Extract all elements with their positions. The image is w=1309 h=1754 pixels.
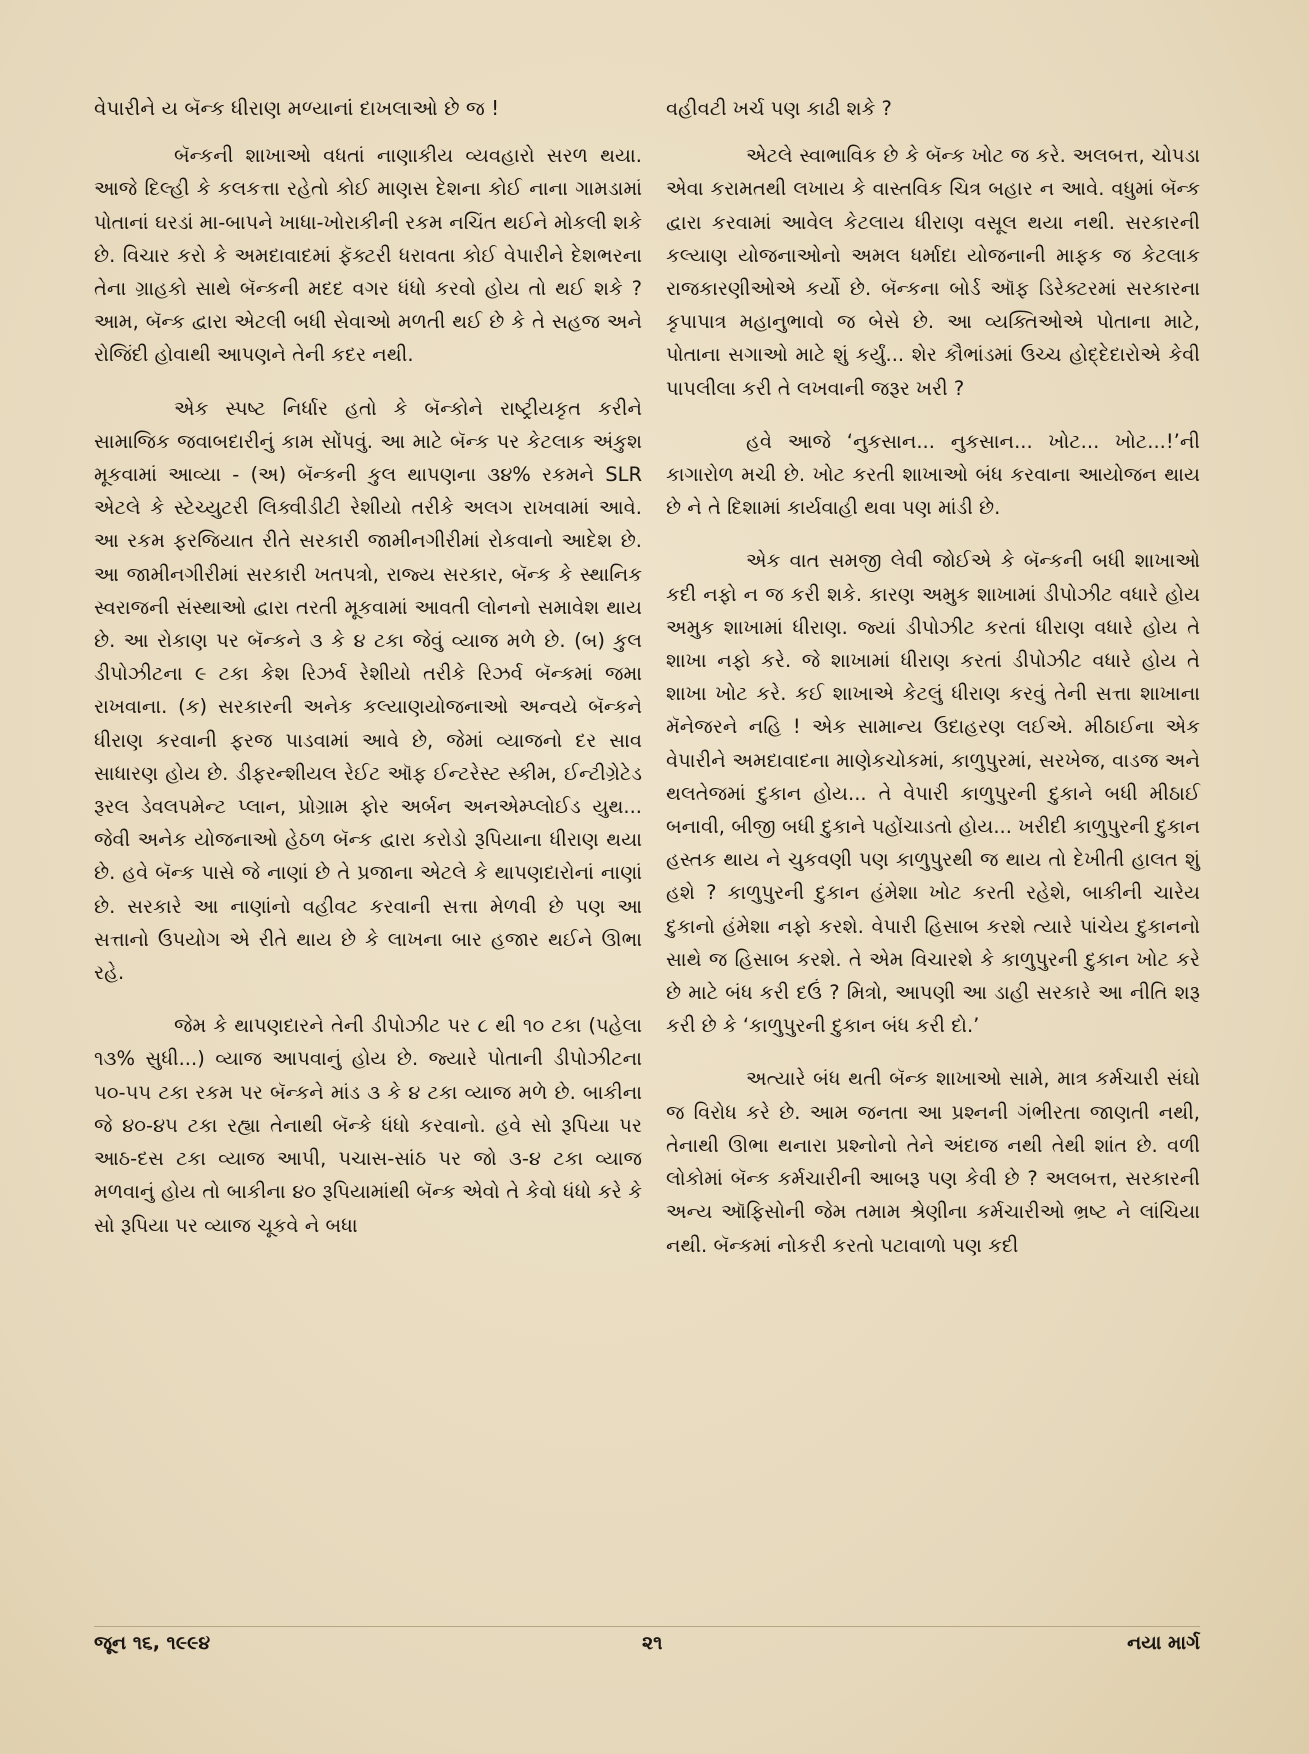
left-paragraph-2: એક સ્પષ્ટ નિર્ધાર હતો કે બૅન્કોને રાષ્ટ્રીયકૃત કરીને સામાજિક જવાબદારીનું કામ સોંપવું. આ માટે બૅન્ક પર કેટલાક અંકુશ મૂકવામાં આવ્યા - (અ) બૅન્કની કુલ થાપણના ૩૪% રકમને SLR એટલે કે સ્ટેચ્યુટરી લિક્વીડીટી રેશીયો તરીકે અલગ રાખવામાં આવે. આ રકમ ફરજિયાત રીતે સરકારી જામીનગીરીમાં રોકવાનો આદેશ છે. આ જામીનગીરીમાં સરકારી ખતપત્રો, રાજ્ય સરકાર, બૅન્ક કે સ્થાનિક સ્વરાજની સંસ્થાઓ દ્વારા તરતી મૂકવામાં આવતી લોનનો સમાવેશ થાય છે. આ રોકાણ પર બૅન્કને ૩ કે ૪ ટકા જેવું વ્યાજ મળે છે. (બ) કુલ ડીપોઝીટના ૯ ટકા કેશ રિઝર્વ રેશીયો તરીકે રિઝર્વ બૅન્કમાં જમા રાખવાના. (ક) સરકારની અનેક કલ્યાણયોજનાઓ અન્વયે બૅન્કને ધીરાણ કરવાની ફરજ પાડવામાં આવે છે, જેમાં વ્યાજનો દર સાવ સાધારણ હોય છે. ડીફરન્શીયલ રેઈટ ઑફ ઈન્ટરેસ્ટ સ્કીમ, ઈન્ટીગ્રેટેડ રૂરલ ડેવલપમેન્ટ પ્લાન, પ્રોગ્રામ ફોર અર્બન અનએમ્પ્લોઈડ યુથ... જેવી અનેક યોજનાઓ હેઠળ બૅન્ક દ્વારા કરોડો રૂપિયાના ધીરાણ થયા છે. હવે બૅન્ક પાસે જે નાણાં છે તે પ્રજાના એટલે કે થાપણદારોનાં નાણાં છે. સરકારે આ નાણાંનો વહીવટ કરવાની સત્તા મેળવી છે પણ આ સત્તાનો ઉપયોગ એ રીતે થાય છે કે લાખના બાર હજાર થઈને ઊભા રહે. [94,396,642,985]
right-paragraph-3: એક વાત સમજી લેવી જોઈએ કે બૅન્કની બધી શાખાઓ કદી નફો ન જ કરી શકે. કારણ અમુક શાખામાં ડીપોઝીટ વધારે હોય અમુક શાખામાં ધીરાણ. જ્યાં ડીપોઝીટ કરતાં ધીરાણ વધારે હોય તે શાખા નફો કરે. જે શાખામાં ધીરાણ કરતાં ડીપોઝીટ વધારે હોય તે શાખા ખોટ કરે. કઈ શાખાએ કેટલું ધીરાણ કરવું તેની સત્તા શાખાના મૅનેજરને નહિ ! એક સામાન્ય ઉદાહરણ લઈએ. મીઠાઈના એક વેપારીને અમદાવાદના માણેકચોકમાં, કાળુપુરમાં, સરખેજ, વાડજ અને થલતેજમાં દુકાન હોય... તે વેપારી કાળુપુરની દુકાને બધી મીઠાઈ બનાવી, બીજી બધી દુકાને પહોંચાડતો હોય... ખરીદી કાળુપુરની દુકાન હસ્તક થાય ને ચુકવણી પણ કાળુપુરથી જ થાય તો દેખીતી હાલત શું હશે ? કાળુપુરની દુકાન હંમેશા ખોટ કરતી રહેશે, બાકીની ચારેય દુકાનો હંમેશા નફો કરશે. વેપારી હિસાબ કરશે ત્યારે પાંચેય દુકાનનો સાથે જ હિસાબ કરશે. તે એમ વિચારશે કે કાળુપુરની દુકાન ખોટ કરે છે માટે બંધ કરી દઉં ? મિત્રો, આપણી આ ડાહી સરકારે આ નીતિ શરૂ કરી છે કે ‘કાળુપુરની દુકાન બંધ કરી દો.’ [666,549,1200,1038]
right-paragraph-2: હવે આજે ‘નુકસાન... નુકસાન... ખોટ... ખોટ...!’ની કાગારોળ મચી છે. ખોટ કરતી શાખાઓ બંધ કરવાના આયોજન થાય છે ને તે દિશામાં કાર્યવાહી થવા પણ માંડી છે. [666,429,1200,520]
right-paragraph-4: અત્યારે બંધ થતી બૅન્ક શાખાઓ સામે, માત્ર કર્મચારી સંઘો જ વિરોધ કરે છે. આમ જનતા આ પ્રશ્નની ગંભીરતા જાણતી નથી, તેનાથી ઊભા થનારા પ્રશ્નોનો તેને અંદાજ નથી તેથી શાંત છે. વળી લોકોમાં બૅન્ક કર્મચારીની આબરૂ પણ કેવી છે ? અલબત્ત, સરકારની અન્ય ઑફિસોની જેમ તમામ શ્રેણીના કર્મચારીઓ ભ્રષ્ટ ને લાંચિયા નથી. બૅન્કમાં નોકરી કરતો પટાવાળો પણ કદી [666,1067,1200,1257]
right-continuation-line: વહીવટી ખર્ચ પણ કાઢી શકે ? [666,97,892,120]
left-paragraph-1: બૅન્કની શાખાઓ વધતાં નાણાકીય વ્યવહારો સરળ થયા. આજે દિલ્હી કે કલકત્તા રહેતો કોઈ માણસ દેશના કોઈ નાના ગામડામાં પોતાનાં ઘરડાં મા-બાપને ખાધા-ખોરાકીની રકમ નચિંત થઈને મોકલી શકે છે. વિચાર કરો કે અમદાવાદમાં ફૅક્ટરી ધરાવતા કોઈ વેપારીને દેશભરના તેના ગ્રાહકો સાથે બૅન્કની મદદ વગર ધંધો કરવો હોય તો થઈ શકે ? આમ, બૅન્ક દ્વારા એટલી બધી સેવાઓ મળતી થઈ છે કે તે સહજ અને રોજિંદી હોવાથી આપણને તેની કદર નથી. [94,144,642,367]
section-heading: વેપારીને ય બૅન્ક ધીરાણ મળ્યાનાં દાખલાઓ છે જ ! [94,96,500,120]
page-number: ૨૧ [642,1632,663,1654]
page-footer [94,1632,1200,1664]
footer-divider [94,1626,1200,1627]
right-column [666,92,1200,1282]
left-paragraph-3: જેમ કે થાપણદારને તેની ડીપોઝીટ પર ૮ થી ૧૦ ટકા (પહેલા ૧૩% સુધી...) વ્યાજ આપવાનું હોય છે. જ્યારે પોતાની ડીપોઝીટના ૫૦-૫૫ ટકા રકમ પર બૅન્કને માંડ ૩ કે ૪ ટકા વ્યાજ મળે છે. બાકીના જે ૪૦-૪૫ ટકા રહ્યા તેનાથી બૅન્કે ધંધો કરવાનો. હવે સો રૂપિયા પર આઠ-દસ ટકા વ્યાજ આપી, પચાસ-સાંઠ પર જો ૩-૪ ટકા વ્યાજ મળવાનું હોય તો બાકીના ૪૦ રૂપિયામાંથી બૅન્ક એવો તે કેવો ધંધો કરે કે સો રૂપિયા પર વ્યાજ ચૂકવે ને બધા [94,1014,642,1237]
issue-date: જૂન ૧૬, ૧૯૯૪ [94,1632,211,1654]
magazine-name: નયા માર્ગ [1127,1632,1200,1654]
left-column [94,92,642,1262]
right-paragraph-1: એટલે સ્વાભાવિક છે કે બૅન્ક ખોટ જ કરે. અલબત્ત, ચોપડા એવા કરામતથી લખાય કે વાસ્તવિક ચિત્ર બહાર ન આવે. વધુમાં બૅન્ક દ્વારા કરવામાં આવેલ કેટલાય ધીરાણ વસૂલ થયા નથી. સરકારની કલ્યાણ યોજનાઓનો અમલ ધર્માદા યોજનાની માફક જ કેટલાક રાજકારણીઓએ કર્યો છે. બૅન્કના બોર્ડ ઑફ ડિરેક્ટરમાં સરકારના કૃપાપાત્ર મહાનુભાવો જ બેસે છે. આ વ્યક્તિઓએ પોતાના માટે, પોતાના સગાઓ માટે શું કર્યું... શેર કૌભાંડમાં ઉચ્ચ હોદ્દેદારોએ કેવી પાપલીલા કરી તે લખવાની જરૂર ખરી ? [666,144,1200,400]
